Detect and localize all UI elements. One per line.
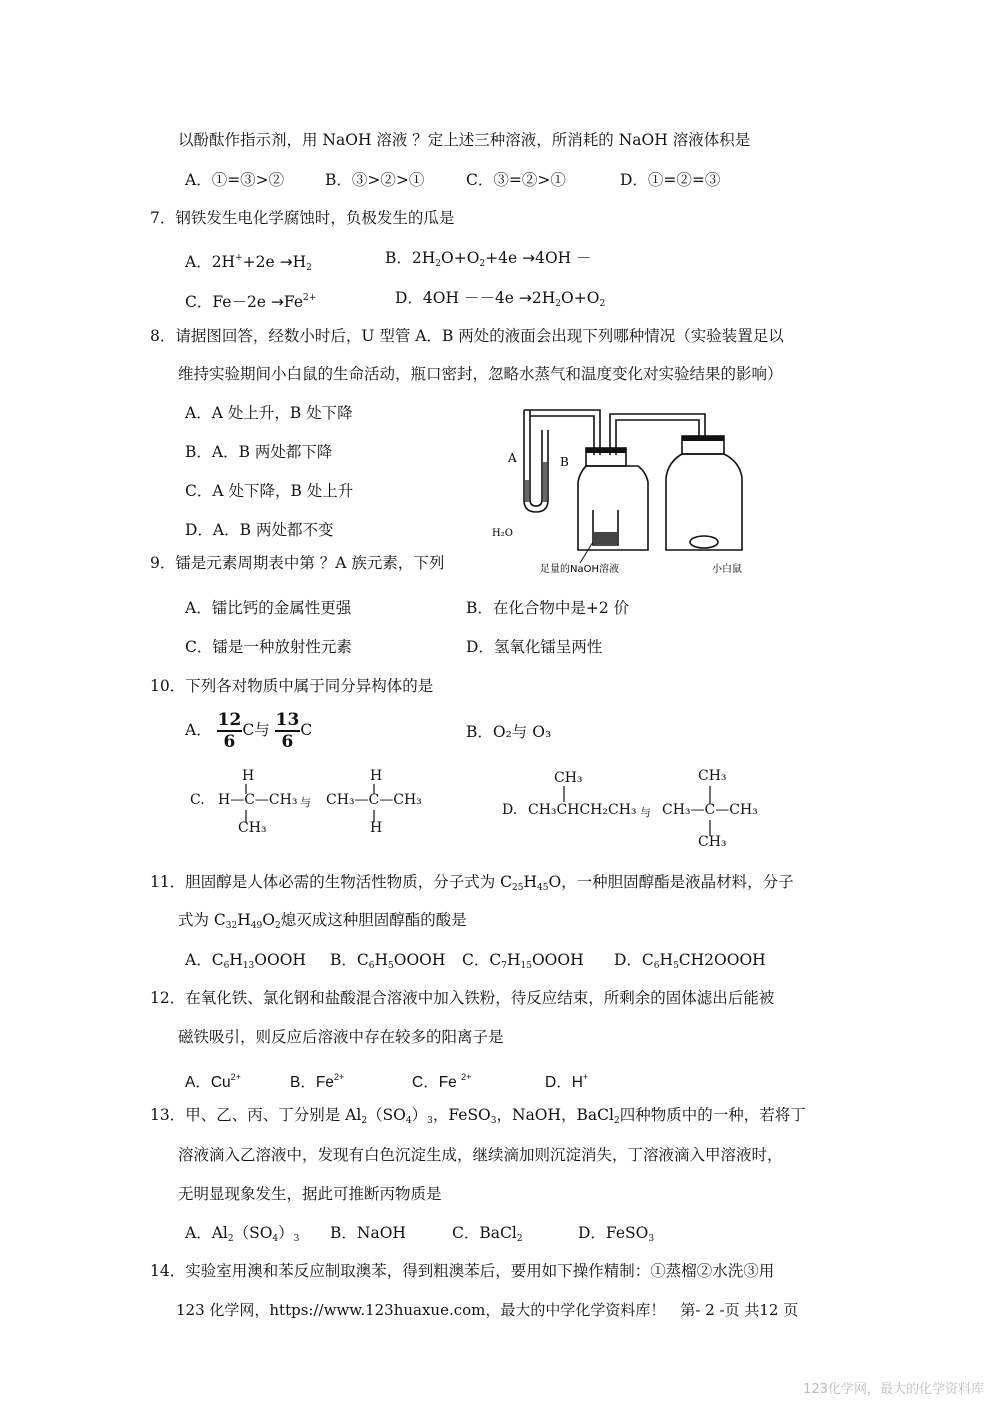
q6-option-c: C．③=②>① [466, 171, 566, 189]
q6-stem: 以酚酞作指示剂，用 NaOH 溶液 ？定上述三种溶液，所消耗的 NaOH 溶液体积是 [178, 131, 751, 149]
q12-option-d: D．H+ [545, 1072, 589, 1091]
q8-option-a: A．A 处上升，B 处下降 [185, 404, 353, 422]
q10-option-a: A． $\frac{12}{6}$ C与 $\frac{13}{6}$ C [185, 710, 313, 752]
fig-label-naoh: 足量的NaOH溶液 [540, 564, 619, 575]
q12-option-c: C．Fe $^{2+}$ [412, 1072, 472, 1091]
fig-label-a: A [508, 451, 517, 465]
q9-option-a: A．镭比钙的金属性更强 [185, 599, 352, 617]
q10-option-d: D. CH₃ CH₃CHCH₂CH₃ 与 CH₃ CH₃—C—CH₃ CH₃ [502, 768, 758, 850]
q6-option-d: D．①=②=③ [620, 171, 721, 189]
site-watermark: 123化学网，最大的化学资料库 [803, 1382, 984, 1397]
q7-option-d: D．$4OH --4e \to 2H_2O+O_2$ [395, 289, 606, 309]
fig-label-water: H₂O [492, 528, 513, 539]
q10-option-c: C. H H—C—CH₃ CH₃ 与 H CH₃—C—CH₃ H [190, 768, 422, 836]
q13-option-c: C．BaCl$_2$ [452, 1224, 523, 1244]
q6-option-b: B．③>②>① [325, 171, 425, 189]
q7-stem: 7．钢铁发生电化学腐蚀时，负极发生的瓜是 [150, 209, 455, 227]
q11-stem-line2: 式为 $C_{32}H_{49}O_2$熄灭成这种胆固醇酯的酸是 [178, 911, 467, 931]
q11-option-d: D．$C_6H_5CH2OOOH$ [614, 951, 766, 971]
q10-option-b: B．O₂与 O₃ [466, 723, 552, 741]
q9-option-d: D．氢氧化镭呈两性 [466, 638, 603, 656]
q11-stem-line1: 11．胆固醇是人体必需的生物活性物质，分子式为 $C_{25}H_{45}O$，一种胆固醇酯是液晶材料，分子 [150, 873, 794, 893]
q8-stem-line2: 维持实验期间小白鼠的生命活动，瓶口密封，忽略水蒸气和温度变化对实验结果的影响） [178, 365, 783, 383]
q13-stem-line3: 无明显现象发生，据此可推断丙物质是 [178, 1185, 442, 1203]
q9-option-b: B．在化合物中是+2 价 [466, 599, 630, 617]
q9-option-c: C．镭是一种放射性元素 [185, 638, 352, 656]
q8-apparatus-figure [490, 400, 770, 580]
q12-stem-line2: 磁铁吸引，则反应后溶液中存在较多的阳离子是 [178, 1028, 504, 1046]
fig-label-b: B [560, 455, 569, 469]
q13-option-b: B．NaOH [330, 1224, 406, 1242]
q12-stem-line1: 12．在氧化铁、氯化钢和盐酸混合溶液中加入铁粉，待反应结束，所剩余的固体滤出后能被 [150, 989, 775, 1007]
q13-option-d: D．FeSO$_3$ [578, 1224, 655, 1244]
q6-option-a: A．①=③>② [185, 171, 285, 189]
page-footer: 123 化学网，https://www.123huaxue.com，最大的中学化学资料库！ 第- 2 -页 共12 页 [176, 1301, 799, 1319]
q14-stem: 14．实验室用澳和苯反应制取澳苯，得到粗澳苯后，要用如下操作精制：①蒸榴②水洗③用 [150, 1262, 775, 1280]
q12-option-b: B．$Fe^{2+}$ [290, 1072, 345, 1091]
q8-option-d: D．A．B 两处都不变 [185, 521, 334, 539]
q10-stem: 10．下列各对物质中属于同分异构体的是 [150, 677, 434, 695]
q11-option-c: C．$C_7H_{15}OOOH$ [462, 951, 584, 971]
q12-option-a: A．$Cu^{2+}$ [185, 1072, 241, 1091]
fig-label-mouse: 小白鼠 [712, 564, 742, 575]
q8-option-b: B．A．B 两处都下降 [185, 443, 333, 461]
q9-stem: 9．镭是元素周期表中第 ？A 族元素，下列 [150, 554, 445, 572]
q8-option-c: C．A 处下降，B 处上升 [185, 482, 354, 500]
q13-stem-line1: 13．甲、乙、丙、丁分别是 $Al_2(SO_4)_3$，FeSO$_3$，NaOH，BaCl$_2$四种物质中的一种，若将丁 [150, 1106, 806, 1126]
isotope-c12: $\frac{12}{6}$ [217, 710, 242, 752]
q8-stem-line1: 8．请据图回答，经数小时后，U 型管 A．B 两处的液面会出现下列哪种情况（实验装置足以 [150, 327, 784, 345]
q11-option-b: B．$C_6H_5OOOH$ [330, 951, 446, 971]
q13-option-a: A．$Al_2(SO_4)_3$ [185, 1224, 300, 1244]
isotope-c13: $\frac{13}{6}$ [275, 710, 300, 752]
q7-option-b: B．$2H_2O+O_2+4e \to 4OH$ － [385, 249, 592, 269]
q7-option-c: C．$Fe-2e \to Fe^{2+}$ [185, 293, 317, 311]
q11-option-a: A．$C_6H_{13}OOOH$ [185, 951, 306, 971]
q7-option-a: A．$2H^++2e \to H_2$ [185, 253, 312, 273]
q13-stem-line2: 溶液滴入乙溶液中，发现有白色沉淀生成，继续滴加则沉淀消失，丁溶液滴入甲溶液时， [178, 1146, 783, 1164]
